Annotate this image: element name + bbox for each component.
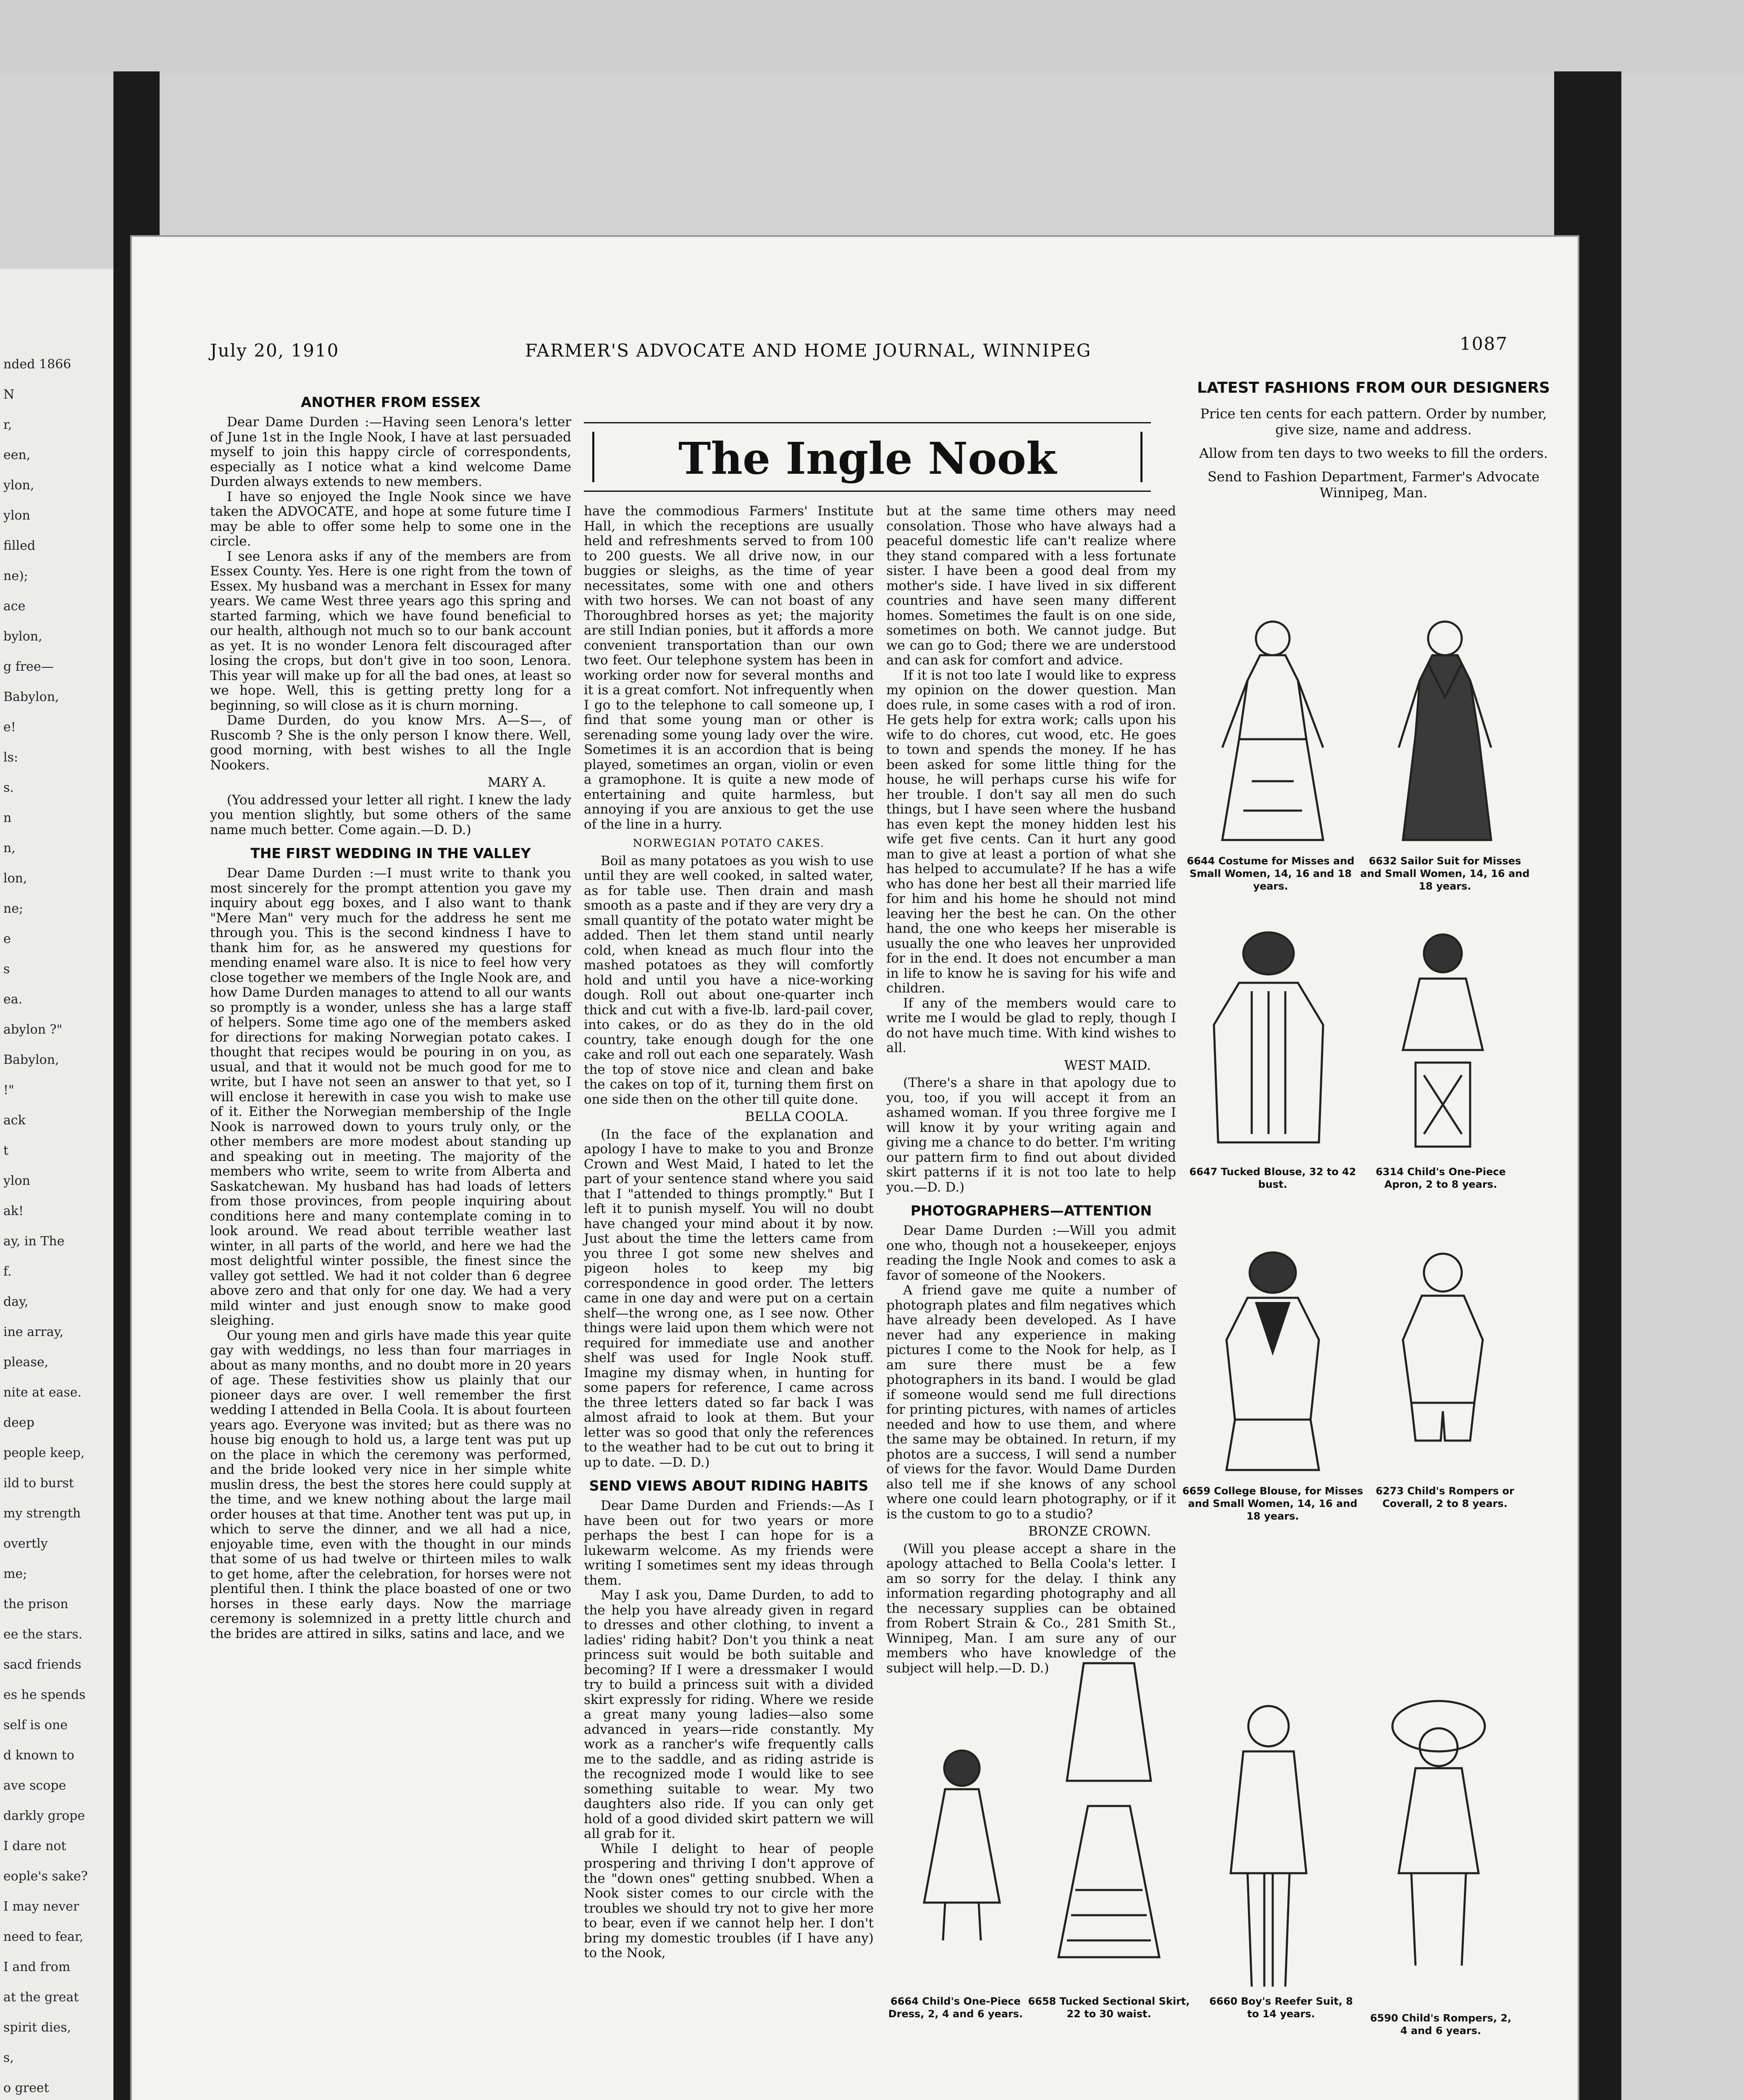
- pattern-caption: 6658 Tucked Sectional Skirt, 22 to 30 waist.: [1028, 1995, 1190, 2020]
- adjacent-page-fragment: nded 1866: [3, 357, 71, 372]
- adjacent-page-fragment: s: [3, 962, 10, 976]
- header-date: July 20, 1910: [210, 340, 339, 361]
- adjacent-page-fragment: lon,: [3, 871, 27, 886]
- editor-reply: (In the face of the explanation and apology I have to make to you and Bronze Crown and West Maid, I hated to let the part of your sentence stand where you said that I "attended to things promptly." But I left it to punish myself. You will no doubt have changed your mind about it by now. Just about the time the letters came from you three I got some new shelves and pigeon holes to keep my big correspondence in good order. The letters came in one day and were put on a certain shelf—the wrong one, as I see now. Other things were laid upon them which were not required for immediate use and another shelf was used for Ingle Nook stuff. Imagine my dismay when, in hunting for some papers for reference, I came across the three letters dated so far back I was almost afraid to look at them. But your letter was so good that only the references to the weather had to be cut out to bring it up to date. —D. D.): [584, 1126, 874, 1470]
- pattern-caption: 6273 Child's Rompers or Coverall, 2 to 8 years.: [1376, 1485, 1514, 1509]
- adjacent-page-fragment: I may never: [3, 1899, 79, 1914]
- adjacent-page-fragment: es he spends: [3, 1688, 86, 1702]
- adjacent-page-fragment: bylon,: [3, 629, 42, 644]
- adjacent-page-fragment: eople's sake?: [3, 1869, 88, 1884]
- paragraph: Dear Dame Durden and Friends:—As I have been out for two years or more perhaps the best I can hope for is a lukewarm welcome. As my friends were writing I sometimes sent my ideas through them.: [584, 1498, 874, 1588]
- paragraph: but at the same time others may need consolation. Those who have always had a peaceful domestic life can't realize where they stand compared with a less fortunate sister. I have been a good deal from my mother's side. I have lived in six different countries and have seen many different homes. Sometimes the fault is on one side, sometimes on both. We cannot judge. But we can go to God; there we are understood and can ask for comfort and advice.: [886, 504, 1176, 668]
- adjacent-page-fragment: s,: [3, 2050, 14, 2065]
- adjacent-page-fragment: !": [3, 1083, 14, 1097]
- paragraph: I see Lenora asks if any of the members are from Essex County. Yes. Here is one right from the town of Essex. My husband was a merchant in Essex for many years. We came West three years ago this spring and started farming, which we have found beneficial to our health, although not much so to our bank account as yet. It is no wonder Lenora felt discouraged after losing the crops, but don't give in too soon, Lenora. This year will make up for all the bad ones, at least so we hope. Well, this is getting pretty long for a beginning, so will close as it is churn morning.: [210, 549, 571, 713]
- child-rompers-hat-illustration: [1369, 1697, 1508, 2008]
- adjacent-page-fragment: n: [3, 811, 12, 825]
- adjacent-page-fragment: my strength: [3, 1506, 81, 1521]
- adjacent-page-fragment: day,: [3, 1294, 29, 1309]
- page-header: [210, 333, 1525, 370]
- adjacent-page-fragment: ne;: [3, 901, 24, 916]
- adjacent-page-fragment: o greet: [3, 2081, 49, 2095]
- ingle-nook-banner: [584, 422, 1151, 492]
- adjacent-page-fragment: self is one: [3, 1718, 68, 1732]
- adjacent-page-fragment: ylon: [3, 508, 30, 523]
- adjacent-page-fragment: t: [3, 1143, 9, 1158]
- paragraph: A friend gave me quite a number of photograph plates and film negatives which have already been developed. As I have never had any experience in making pictures I come to the Nook for help, as I am sure there must be a few photographers in its band. I would be glad if someone would send me full directions for printing pictures, with names of articles needed and how to use them, and where the same may be obtained. In return, if my photos are a success, I will send a number of views for the favor. Would Dame Durden also tell me if she knows of any school where one could learn photography, or if it is the custom to go to a studio?: [886, 1283, 1176, 1522]
- adjacent-page-fragment: people keep,: [3, 1446, 85, 1460]
- adjacent-page-fragment: sacd friends: [3, 1657, 81, 1672]
- pattern-caption: 6664 Child's One-Piece Dress, 2, 4 and 6 years.: [888, 1995, 1023, 2020]
- fashion-delivery-note: Allow from ten days to two weeks to fill the orders.: [1199, 445, 1548, 461]
- column-1: [210, 386, 571, 1641]
- adjacent-page-fragment: overtly: [3, 1536, 48, 1551]
- adjacent-page-fragment: g free—: [3, 659, 54, 674]
- pattern-caption: 6314 Child's One-Piece Apron, 2 to 8 years.: [1376, 1166, 1506, 1190]
- adjacent-page-fragment: ace: [3, 599, 26, 614]
- header-title: FARMER'S ADVOCATE AND HOME JOURNAL, WINNIPEG: [525, 340, 1092, 361]
- fashion-title: LATEST FASHIONS FROM OUR DESIGNERS: [1197, 379, 1550, 396]
- adjacent-page-fragment: darkly grope: [3, 1809, 85, 1823]
- adjacent-page-fragment: ak!: [3, 1204, 24, 1218]
- adjacent-page-fragment: ack: [3, 1113, 26, 1128]
- adjacent-page-fragment: Babylon,: [3, 1053, 59, 1067]
- adjacent-page-fragment: ea.: [3, 992, 23, 1007]
- paragraph: If it is not too late I would like to express my opinion on the dower question. Man does rule, in some cases with a rod of iron. He gets help for extra work; calls upon his wife to do chores, cut wood, etc. He goes to town and spends the money. If he has been asked for some little thing for the house, he will perhaps curse his wife for her trouble. I don't say all men do such things, but I have seen where the husband has even kept the money hidden lest his wife get five cents. Can it hurt any good man to give at least a portion of what she has helped to accumulate? If he has a wife who has done her best all their married life for him and his home he should not mind leaving her the best he can. On the other hand, the one who keeps her miserable is usually the one who leaves her unprovided for in the end. It does not encumber a man in life to know he is saving for his wife and children.: [886, 667, 1176, 996]
- pattern-caption: 6659 College Blouse, for Misses and Small Women, 14, 16 and 18 years.: [1182, 1485, 1363, 1522]
- adjacent-page-fragment: d known to: [3, 1748, 74, 1763]
- adjacent-page-fragment: abylon ?": [3, 1022, 63, 1037]
- adjacent-page-fragment: r,: [3, 417, 12, 432]
- adjacent-page-fragment: een,: [3, 448, 31, 462]
- signature: BRONZE CROWN.: [1028, 1524, 1151, 1539]
- adjacent-page-fragment: nite at ease.: [3, 1385, 82, 1400]
- adjacent-page-fragment: ine array,: [3, 1325, 64, 1339]
- adjacent-page-fragment: need to fear,: [3, 1929, 84, 1944]
- fashion-price-note: Price ten cents for each pattern. Order by number, give size, name and address.: [1200, 406, 1547, 438]
- paragraph: Our young men and girls have made this year quite gay with weddings, no less than four marriages in about as many months, and no doubt more in 20 years of age. These festivities show us plainly that our pioneer days are over. I well remember the first wedding I attended in Bella Coola. It is about fourteen years ago. Everyone was invited; but as there was no house big enough to hold us, a large tent was put up on the place in which the ceremony was performed, and the bride looked very nice in her simple white muslin dress, the best the stores here could supply at the time, and we knew nothing about the large mail order houses at that time. Another tent was put up, in which to serve the dinner, and we all had a nice, enjoyable time, even with the thought in our minds that some of us had twelve or thirteen miles to walk to get home, after the celebration, for horses were not plentiful then. I think the place boasted of one or two horses in these early days. Now the marriage ceremony is solemnized in a pretty little church and the brides are attired in silks, satins and lace, and we: [210, 1328, 571, 1641]
- adjacent-page-fragment: ave scope: [3, 1778, 66, 1793]
- adjacent-page-fragment: ild to burst: [3, 1476, 74, 1491]
- adjacent-page-fragment: please,: [3, 1355, 49, 1370]
- adjacent-page-fragment: s.: [3, 780, 14, 795]
- editor-reply: (There's a share in that apology due to you, too, if you will accept it from an ashamed woman. If you three forgive me I will know it by your writing again and giving me a chance to do better. I'm writing our pattern firm to find out about divided skirt patterns if it is not too late to help you.—D. D.): [886, 1075, 1176, 1195]
- adjacent-page-fragment: filled: [3, 538, 36, 553]
- adjacent-page-fragment: the prison: [3, 1597, 68, 1612]
- article-heading: PHOTOGRAPHERS—ATTENTION: [910, 1202, 1152, 1219]
- article-heading: SEND VIEWS ABOUT RIDING HABITS: [589, 1478, 869, 1494]
- costume-illustration: [1197, 613, 1348, 848]
- fashion-address-note: Send to Fashion Department, Farmer's Advocate Winnipeg, Man.: [1207, 469, 1540, 501]
- paragraph: Dear Dame Durden :—I must write to thank you most sincerely for the prompt attention you gave my inquiry about egg boxes, and I also want to thank "Mere Man" very much for the address he sent me through you. This is the second kindness I have to thank him for, as he answered my questions for mending enamel ware also. It is nice to feel how very close together we members of the Ingle Nook are, and how Dame Durden manages to attend to all our wants so promptly is a wonder, unless she has a large staff of helpers. Some time ago one of the members asked for directions for making Norwegian potato cakes. I thought that recipes would be pouring in on you, as usual, and that it would not be much good for me to write, but I have not seen an answer to that yet, so I will enclose it herewith in case you wish to make use of it. Either the Norwegian membership of the Ingle Nook is narrowed down to yours truly only, or the other members are more modest about standing up and speaking out in meeting. The majority of the members who write, seem to write from Alberta and Saskatchewan. My husband has had loads of letters from those provinces, from people inquiring about conditions here and many contemplate coming in to look around. We read about terrible weather last winter, in all parts of the world, and here we had the most delightful winter possible, the finest since the valley got settled. We had it not colder than 6 degree above zero and that only for one day. We had a very mild winter and just enough snow to make good sleighing.: [210, 866, 571, 1328]
- newspaper-page: [130, 235, 1579, 2100]
- adjacent-page-fragment: ne);: [3, 569, 28, 583]
- adjacent-page-fragment: e!: [3, 720, 16, 735]
- article-heading: ANOTHER FROM ESSEX: [301, 394, 481, 410]
- college-blouse-illustration: [1201, 1243, 1344, 1478]
- editor-reply: (Will you please accept a share in the apology attached to Bella Coola's letter. I am so sorry for the delay. I think any information regarding photography and all the necessary supplies can be obtained from Robert Strain & Co., 281 Smith St., Winnipeg, Man. I am sure any of our members who have knowledge of the subject will help.—D. D.): [886, 1541, 1176, 1676]
- paragraph: Boil as many potatoes as you wish to use until they are well cooked, in salted water, as for table use. Then drain and mash smooth as a paste and if they are very dry a small quantity of the potato water might be added. Then let them stand until nearly cold, when knead as much flour into the mashed potatoes as they will comfortly hold and until you have a nice-working dough. Roll out about one-quarter inch thick and cut with a five-lb. lard-pail cover, into cakes, or do as they do in the old country, take enough dough for the one cake and roll out each one separately. Wash the top of stove nice and clean and bake the cakes on top of it, turning them first on one side then on the other till quite done.: [584, 853, 874, 1107]
- paragraph: Dame Durden, do you know Mrs. A—S—, of Ruscomb ? She is the only person I know there. Well, good morning, with best wishes to all the Ingle Nookers.: [210, 713, 571, 773]
- adjacent-page-fragment: ls:: [3, 750, 18, 765]
- adjacent-page-fragment: f.: [3, 1264, 12, 1279]
- article-heading: THE FIRST WEDDING IN THE VALLEY: [250, 845, 531, 861]
- column-2: [584, 504, 874, 1961]
- adjacent-page-fragment: spirit dies,: [3, 2020, 71, 2035]
- adjacent-page-fragment: I and from: [3, 1960, 71, 1974]
- adjacent-page-fragment: ylon,: [3, 478, 34, 493]
- pattern-caption: 6590 Child's Rompers, 2, 4 and 6 years.: [1370, 2012, 1512, 2037]
- adjacent-page-fragment: ay, in The: [3, 1234, 65, 1249]
- adjacent-page-fragment: at the great: [3, 1990, 79, 2005]
- adjacent-page-fragment: deep: [3, 1415, 34, 1430]
- fashion-section-header: [1185, 378, 1563, 501]
- adjacent-page-fragment: ee the stars.: [3, 1627, 83, 1642]
- sectional-skirt-illustration: [1042, 1655, 1176, 1966]
- paragraph: May I ask you, Dame Durden, to add to the help you have already given in regard to dresses and other clothing, to invent a ladies' riding habit? Don't you think a neat princess suit would be both suitable and becoming? If I were a dressmaker I would try to build a princess suit with a divided skirt expressly for riding. Where we reside a great many young ladies—also some advanced in years—ride constantly. My work as a rancher's wife frequently calls me to the saddle, and as riding astride is the recognized mode I would like to see something suitable to wear. My two daughters also ride. If you can only get hold of a good divided skirt pattern we will all grab for it.: [584, 1588, 874, 1841]
- adjacent-page-fragment: n,: [3, 841, 16, 856]
- signature: BELLA COOLA.: [745, 1109, 848, 1124]
- paragraph: Dear Dame Durden :—Will you admit one who, though not a housekeeper, enjoys reading the Ingle Nook and comes to ask a favor of someone of the Nookers.: [886, 1223, 1176, 1283]
- paragraph: I have so enjoyed the Ingle Nook since we have taken the ADVOCATE, and hope at some future time I may be able to offer some help to some one in the circle.: [210, 489, 571, 549]
- paragraph: If any of the members would care to write me I would be glad to reply, though I do not have much time. With kind wishes to all.: [886, 995, 1176, 1055]
- column-3: [886, 504, 1176, 1676]
- adjacent-page-edge: [0, 269, 129, 2100]
- pattern-caption: 6647 Tucked Blouse, 32 to 42 bust.: [1189, 1166, 1356, 1190]
- page-number: 1087: [1460, 333, 1508, 354]
- paragraph: have the commodious Farmers' Institute Hall, in which the receptions are usually held and refreshments served to from 100 to 200 guests. We all drive now, in our buggies or sleighs, as the time of year necessitates, some with one and others with two horses. We can not boast of any Thoroughbred horses as yet; the majority are still Indian ponies, but it affords a more convenient transportation than our own two feet. Our telephone system has been in working order now for several months and it is a great comfort. Not infrequently when I go to the telephone to call someone up, I find that some young man or other is serenading some young lady over the wire. Sometimes it is an accordion that is being played, sometimes an organ, violin or even a gramophone. It is quite a new mode of entertaining and quite harmless, but annoying if you are anxious to get the use of the line in a hurry.: [584, 504, 874, 832]
- editor-reply: (You addressed your letter all right. I knew the lady you mention slightly, but some others of the same name much better. Come again.—D. D.): [210, 792, 571, 837]
- pattern-caption: 6644 Costume for Misses and Small Women, 14, 16 and 18 years.: [1187, 855, 1355, 892]
- recipe-heading: NORWEGIAN POTATO CAKES.: [633, 837, 825, 850]
- paragraph: While I delight to hear of people prospering and thriving I don't approve of the "down ones" getting snubbed. When a Nook sister comes to our circle with the troubles we should try not to give her more to bear, even if we cannot help her. I don't bring my domestic troubles (if I have any) to the Nook,: [584, 1841, 874, 1961]
- adjacent-page-fragment: Babylon,: [3, 690, 59, 704]
- child-apron-illustration: [1374, 924, 1512, 1159]
- sailor-suit-illustration: [1374, 613, 1516, 848]
- banner-title: The Ingle Nook: [678, 433, 1057, 484]
- pattern-caption: 6632 Sailor Suit for Misses and Small Women, 14, 16 and 18 years.: [1360, 855, 1530, 892]
- signature: WEST MAID.: [1064, 1058, 1151, 1073]
- adjacent-page-fragment: e: [3, 932, 11, 946]
- scan-background-top: [0, 0, 1744, 74]
- child-rompers-illustration: [1374, 1243, 1512, 1478]
- adjacent-page-fragment: me;: [3, 1567, 27, 1581]
- adjacent-page-fragment: N: [3, 387, 15, 402]
- boys-reefer-suit-illustration: [1206, 1697, 1332, 2008]
- pattern-caption: 6660 Boy's Reefer Suit, 8 to 14 years.: [1209, 1995, 1353, 2020]
- child-dress-illustration: [899, 1743, 1025, 1961]
- adjacent-page-fragment: ylon: [3, 1173, 30, 1188]
- signature: MARY A.: [487, 775, 546, 790]
- paragraph: Dear Dame Durden :—Having seen Lenora's letter of June 1st in the Ingle Nook, I have at last persuaded myself to join this happy circle of correspondents, especially as I notice what a kind welcome Dame Durden always extends to new members.: [210, 415, 571, 489]
- tucked-blouse-illustration: [1189, 924, 1348, 1159]
- adjacent-page-fragment: I dare not: [3, 1839, 66, 1853]
